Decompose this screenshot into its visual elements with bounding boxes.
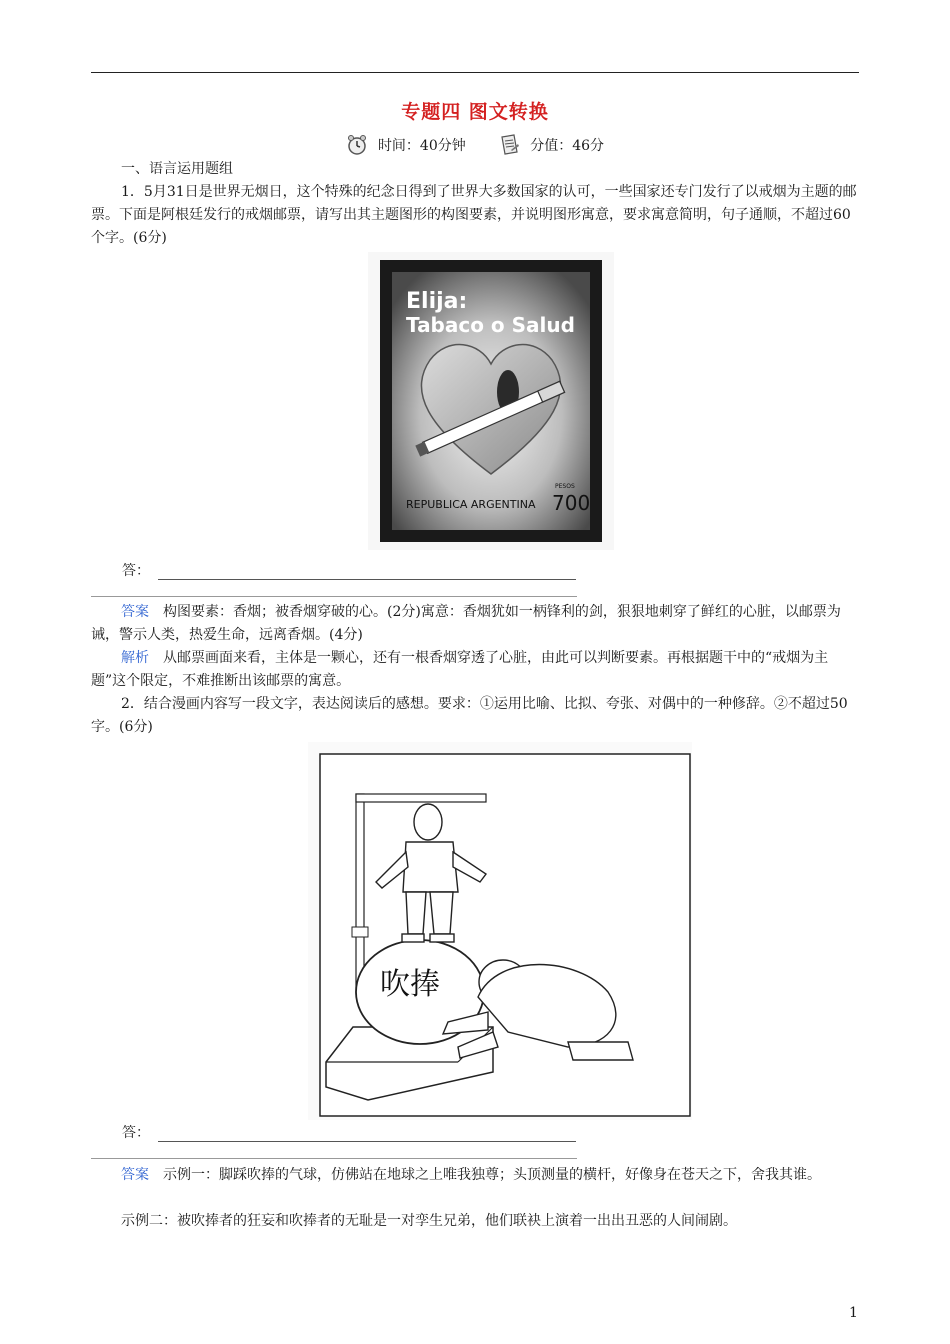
stamp-currency: PESOS [555,483,575,490]
answer-label-2: 答： [122,1125,150,1141]
score-label: 分值：46分 [530,138,605,154]
cartoon-figure [308,742,692,1120]
answer-blank-1[interactable] [122,560,576,580]
page-number: 1 [849,1305,858,1321]
answer-tag-1: 答案 [121,604,149,620]
stamp-country: REPUBLICA ARGENTINA [406,498,536,511]
stamp-line-1: Elija: [406,289,468,314]
section-heading: 一、语言运用题组 [121,161,233,177]
score-info [498,134,604,156]
paper-icon [498,134,520,156]
answer-1 [91,601,859,647]
time-label: 时间：40分钟 [377,138,466,154]
example-1: 示例一：脚踩吹捧的气球，仿佛站在地球之上唯我独尊；头顶测量的横杆，好像身在苍天之下，舍我其谁。 [163,1167,821,1183]
cartoon-label: 吹捧 [380,967,440,1002]
answer-label-1: 答： [122,563,150,579]
answer-rule-1 [158,565,576,580]
answer-rule-2 [158,1127,576,1142]
stamp-value: 700 [552,491,591,515]
question-2: 2．结合漫画内容写一段文字，表达阅读后的感想。要求：①运用比喻、比拟、夸张、对偶中的一种修辞。②不超过50字。(6分) [91,696,848,735]
analysis-1 [91,647,859,693]
answer-2 [91,1164,859,1187]
clock-icon [346,134,368,156]
separator-2 [91,1158,577,1159]
analysis-text-1: 从邮票画面来看，主体是一颗心，还有一根香烟穿透了心脏，由此可以判断要素。再根据题干中的“戒烟为主题”这个限定，不难推断出该邮票的寓意。 [91,650,829,689]
answer-tag-2: 答案 [121,1167,149,1183]
answer-text-1: 构图要素：香烟；被香烟穿破的心。(2分)寓意：香烟犹如一柄锋利的剑，狠狠地刺穿了鲜红的心脏，以邮票为诫，警示人类，热爱生命，远离香烟。(4分) [91,604,841,643]
analysis-tag-1: 解析 [121,650,149,666]
question-1: 1．5月31日是世界无烟日，这个特殊的纪念日得到了世界大多数国家的认可，一些国家还专门发行了以戒烟为主题的邮票。下面是阿根廷发行的戒烟邮票，请写出其主题图形的构图要素，并说明图形寓意，要求寓意简明，句子通顺，不超过60个字。(6分) [91,184,857,246]
separator-1 [91,596,577,597]
meta-row [0,134,950,160]
answer-blank-2[interactable] [122,1122,576,1142]
time-info [346,134,466,156]
example-2: 示例二：被吹捧者的狂妄和吹捧者的无耻是一对孪生兄弟，他们联袂上演着一出出丑恶的人间闹剧。 [121,1213,737,1229]
page-title: 专题四 图文转换 [401,101,549,123]
stamp-line-2: Tabaco o Salud [406,313,575,337]
stamp-figure [368,252,614,550]
top-rule [91,72,859,73]
